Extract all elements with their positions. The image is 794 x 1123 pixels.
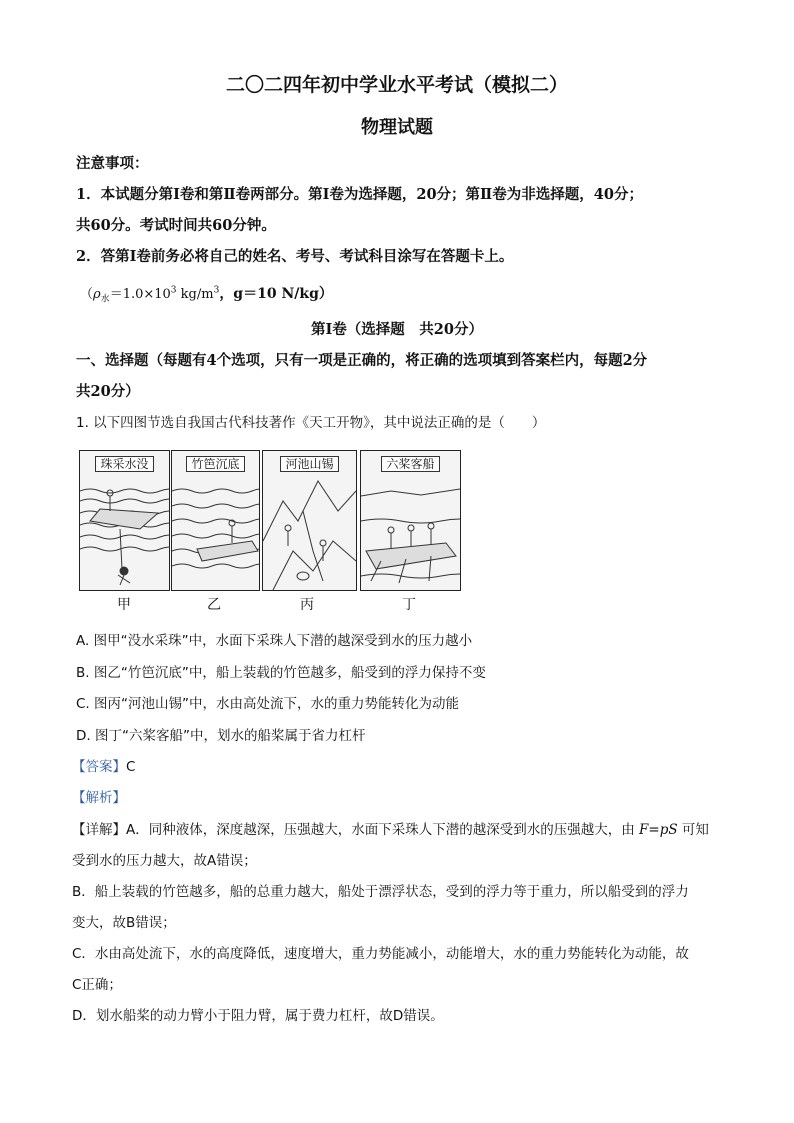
figure-label-bing: 丙 [300,597,314,613]
option-a: A. 图甲“没水采珠”中，水面下采珠人下潜的越深受到水的压力越小 [76,633,473,649]
explanation-a-end: 可知 [681,822,709,838]
explanation-c: C．水由高处流下，水的高度降低，速度增大，重力势能减小，动能增大，水的重力势能转化为动能，故 [72,946,689,962]
figure-ding [360,450,461,591]
note-item-2: 2．答第Ⅰ卷前务必将自己的姓名、考号、考试科目涂写在答题卡上。 [76,248,514,265]
formula: F=pS [639,822,678,838]
note-item-1: 1．本试题分第Ⅰ卷和第Ⅱ卷两部分。第Ⅰ卷为选择题，20分；第Ⅱ卷为非选择题，40分； [76,186,643,203]
note-item-1-cont: 共60分。考试时间共60分钟。 [76,217,276,234]
figure-yi [171,450,260,591]
option-c: C. 图丙“河池山锡”中，水由高处流下，水的重力势能转化为动能 [76,696,459,712]
rho-symbol: ρ [93,287,101,302]
exam-title: 二〇二四年初中学业水平考试（模拟二） [225,74,568,96]
rho-unit: kg/m [176,287,214,302]
section-instructions: 一、选择题（每题有4个选项，只有一项是正确的，将正确的选项填到答案栏内，每题2分 [76,352,648,369]
figure-label-yi: 乙 [207,597,221,613]
answer-line [72,755,135,775]
constants-line [80,283,333,305]
explanation-a-cont: 受到水的压力越大，故A错误； [72,853,257,869]
answer-value: C [126,759,136,775]
option-b: B. 图乙“竹笆沉底”中，船上装载的竹笆越多，船受到的浮力保持不变 [76,665,486,681]
constants-open: （ [80,287,94,302]
option-d: D. 图丁“六桨客船”中，划水的船桨属于省力杠杆 [76,728,366,744]
detail-tag: 【详解】 [72,822,126,838]
section-title: 第Ⅰ卷（选择题 共20分） [311,321,483,338]
g-value: ，g＝10 N/kg） [219,286,333,302]
section-instructions-cont: 共20分） [76,383,140,400]
explanation-b: B．船上装载的竹笆越多，船的总重力越大，船处于漂浮状态，受到的浮力等于重力，所以船受到的浮力 [72,884,689,900]
explanation-d: D．划水船桨的动力臂小于阻力臂，属于费力杠杆，故D错误。 [72,1008,444,1024]
notes-heading: 注意事项： [76,155,149,172]
figure-label-ding: 丁 [402,597,416,613]
figure-bing-caption: 河池山锡 [280,456,338,472]
analysis-tag: 【解析】 [72,790,126,806]
explanation-c-cont: C正确； [72,977,122,993]
rho-subscript: 水 [100,294,110,305]
rho-exponent: 3 [170,285,177,296]
figure-yi-caption: 竹笆沉底 [186,456,244,472]
explanation-b-cont: 变大，故B错误； [72,915,176,931]
figure-bing [262,450,357,591]
explanation-a [72,818,709,838]
figure-jia [79,450,170,591]
answer-tag: 【答案】 [72,759,126,775]
explanation-a-text: A．同种液体，深度越深，压强越大，水面下采珠人下潜的越深受到水的压强越大，由 [126,822,635,838]
rho-value: ＝1.0×10 [109,287,171,302]
figure-jia-caption: 珠采水没 [95,456,153,472]
figure-label-jia: 甲 [117,597,131,613]
figure-ding-caption: 六桨客船 [381,456,439,472]
question-1-stem: 1. 以下四图节选自我国古代科技著作《天工开物》，其中说法正确的是（ ） [76,415,546,431]
subject-title: 物理试题 [361,117,433,138]
rho-unit-exponent: 3 [213,285,220,296]
